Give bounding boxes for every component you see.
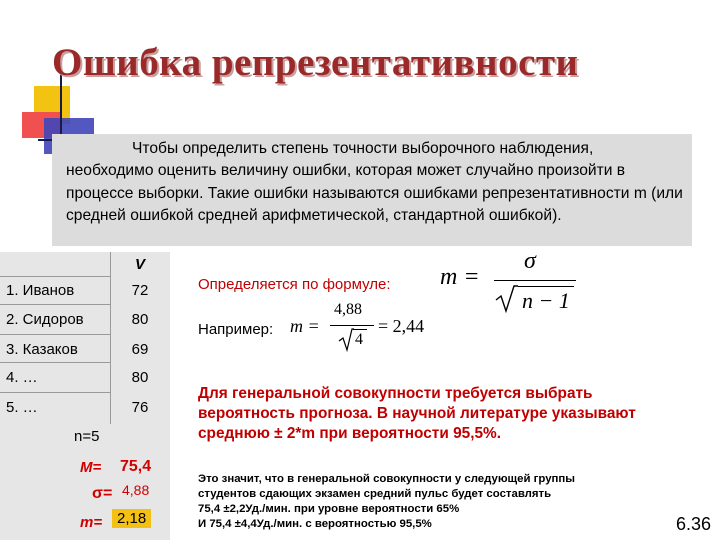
sqrt-bar: [518, 286, 574, 287]
table-row-value: 80: [131, 369, 149, 386]
example-label: Например:: [198, 321, 274, 338]
error-value-box: [112, 510, 151, 527]
bottom-note: [198, 472, 678, 532]
error-value: 2,18: [112, 509, 151, 528]
example-numerator: 4,88: [334, 301, 362, 318]
example-sqrt-bar: [353, 329, 367, 330]
error-label: m=: [80, 514, 103, 531]
formula-label: Определяется по формуле:: [198, 276, 391, 293]
sample-size: n=5: [74, 428, 100, 445]
table-row-value: 76: [131, 399, 149, 416]
sigma-value: 4,88: [122, 482, 150, 498]
table-row-divider: [0, 334, 110, 335]
example-result: = 2,44: [378, 316, 425, 336]
table-row-value: 72: [131, 282, 149, 299]
mean-label: M=: [80, 459, 102, 476]
formula-denominator: n − 1: [522, 288, 570, 313]
bottom-note-line: 75,4 ±2,2Уд./мин. при уровне вероятности 65%: [198, 503, 460, 515]
bottom-note-line: И 75,4 ±4,4Уд./мин. с вероятностью 95,5%: [198, 518, 432, 530]
example-sqrt-icon: [338, 328, 354, 352]
table-row-name: 1. Иванов: [6, 282, 75, 299]
example-lhs: m =: [290, 316, 320, 336]
example-fraction-bar: [330, 325, 374, 326]
table-row-divider: [0, 304, 110, 305]
general-note: Для генеральной совокупности требуется выбрать вероятность прогноза. В научной литературе указывают среднюю ± 2*m при вероятности 95,5%.: [198, 385, 636, 442]
sqrt-icon: [494, 284, 518, 314]
table-column-divider: [110, 252, 111, 424]
table-row-name: 5. …: [6, 399, 38, 416]
table-header-v: V: [134, 256, 145, 273]
table-row-divider: [0, 276, 110, 277]
table-row-value: 80: [131, 311, 149, 328]
formula-fraction-bar: [494, 280, 576, 281]
intro-text: Чтобы определить степень точности выборочного наблюдения, необходимо оценить величину ошибки, которая может случайно произойти в процессе выборки. Такие ошибки называются ошибками репрезентативности m (или средней ошибкой средней арифметической, стандартной ошибкой).: [66, 140, 683, 225]
bottom-note-line: студентов сдающих экзамен средний пульс будет составлять: [198, 488, 552, 500]
table-row-name: 4. …: [6, 369, 38, 386]
slide-title: Ошибка репрезентативности: [52, 41, 579, 84]
table-row-divider: [0, 362, 110, 363]
mean-value: 75,4: [120, 458, 152, 475]
table-row-name: 3. Казаков: [6, 341, 78, 358]
intro-box: [52, 134, 692, 246]
slide-number: 6.36: [676, 514, 712, 534]
formula-numerator: σ: [524, 248, 536, 274]
sigma-label: σ=: [92, 485, 113, 502]
table-row-divider: [0, 392, 110, 393]
table-row-value: 69: [131, 341, 149, 358]
formula-lhs: m =: [440, 264, 480, 290]
bottom-note-line: Это значит, что в генеральной совокупности у следующей группы: [198, 473, 576, 485]
data-table: [0, 252, 170, 540]
table-row-name: 2. Сидоров: [6, 311, 84, 328]
example-denominator: 4: [355, 331, 363, 348]
